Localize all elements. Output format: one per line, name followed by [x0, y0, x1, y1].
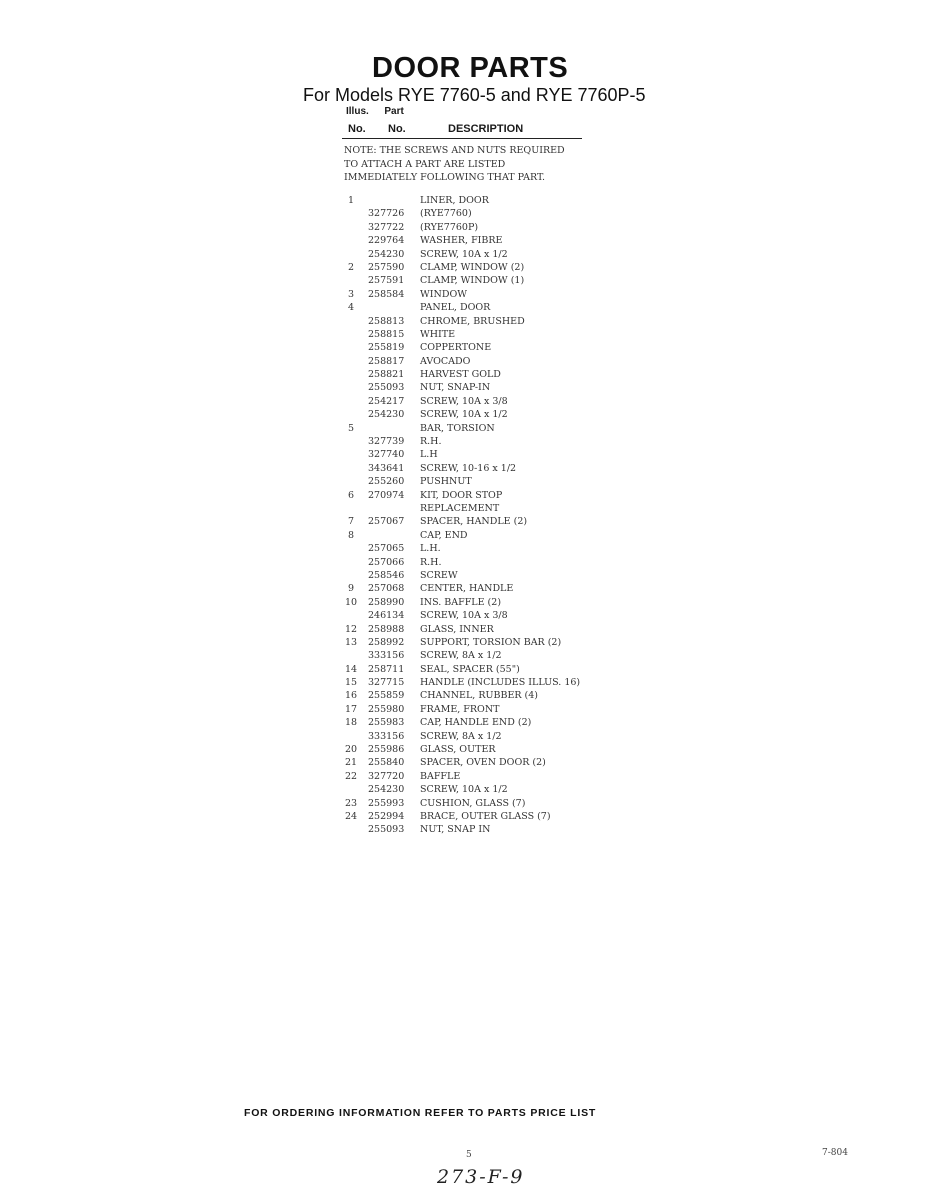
part-number: 255840: [368, 757, 405, 769]
part-description: SCREW, 8A x 1/2: [420, 650, 502, 662]
part-row: [340, 798, 640, 811]
part-number: 255980: [368, 703, 405, 715]
part-description: HANDLE (INCLUDES ILLUS. 16): [420, 677, 581, 689]
document-code: 7-804: [822, 1148, 848, 1158]
part-row: [340, 369, 640, 382]
illus-number: 2: [347, 261, 355, 273]
part-description: BAFFLE: [420, 770, 461, 782]
part-no-header: No.: [388, 123, 406, 135]
illus-number: 14: [344, 663, 358, 675]
part-description: SUPPORT, TORSION BAR (2): [420, 636, 562, 648]
part-description: SCREW, 10A x 3/8: [420, 395, 508, 407]
part-number: 333156: [368, 730, 405, 742]
part-description: NUT, SNAP IN: [420, 824, 491, 836]
part-description: CENTER, HANDLE: [420, 583, 514, 595]
part-row: [340, 557, 640, 570]
illus-number: 16: [344, 690, 358, 702]
part-description: (RYE7760P): [420, 221, 479, 233]
part-row: [340, 208, 640, 221]
handwritten-note: 273-F-9: [437, 1166, 525, 1188]
illus-header: Illus.: [346, 106, 369, 117]
part-row: [340, 637, 640, 650]
part-number: 333156: [368, 650, 405, 662]
illus-number: 23: [344, 797, 358, 809]
part-description: CUSHION, GLASS (7): [420, 797, 526, 809]
part-row: [340, 222, 640, 235]
part-number: 258990: [368, 596, 405, 608]
part-number: 327726: [368, 208, 405, 220]
part-description: LINER, DOOR: [420, 195, 489, 206]
part-number: 255819: [368, 342, 405, 354]
part-row: [340, 382, 640, 395]
part-number: 252994: [368, 810, 405, 822]
illus-no-header: No.: [348, 123, 366, 135]
part-number: 255093: [368, 382, 405, 394]
part-row: [340, 342, 640, 355]
part-row: [340, 409, 640, 422]
part-description: SPACER, OVEN DOOR (2): [420, 757, 546, 769]
part-number: 229764: [368, 235, 405, 247]
part-row: [340, 316, 640, 329]
part-row: [340, 262, 640, 275]
part-number: 258546: [368, 569, 405, 581]
illus-number: 20: [344, 744, 358, 756]
part-description: HARVEST GOLD: [420, 369, 501, 381]
part-number: 258821: [368, 369, 405, 381]
illus-number: 18: [344, 717, 358, 729]
part-description: CLAMP, WINDOW (2): [420, 261, 525, 273]
part-description: R.H.: [420, 436, 442, 448]
parts-list: [340, 195, 640, 838]
part-row: [340, 597, 640, 610]
part-row: [340, 784, 640, 797]
illus-number: 10: [344, 596, 358, 608]
illus-number: 9: [347, 583, 355, 595]
part-number: 254230: [368, 409, 405, 421]
note-block: [344, 144, 604, 185]
part-row: [340, 744, 640, 757]
part-description: SCREW, 10A x 1/2: [420, 409, 508, 421]
part-row: [340, 235, 640, 248]
part-number: 255986: [368, 744, 405, 756]
illus-number: 21: [344, 757, 358, 769]
part-row: [340, 195, 640, 208]
part-description: INS. BAFFLE (2): [420, 596, 502, 608]
part-description: L.H.: [420, 543, 441, 555]
illus-number: 8: [347, 529, 355, 541]
part-number: 257068: [368, 583, 405, 595]
part-number: 270974: [368, 489, 405, 501]
part-description: COPPERTONE: [420, 342, 492, 354]
part-row: [340, 717, 640, 730]
part-description: NUT, SNAP-IN: [420, 382, 491, 394]
part-description: SCREW, 8A x 1/2: [420, 730, 502, 742]
page-title: DOOR PARTS: [372, 52, 569, 84]
part-row: [340, 824, 640, 837]
part-number: 327720: [368, 770, 405, 782]
part-number: 327740: [368, 449, 405, 461]
part-description: WINDOW: [420, 288, 467, 300]
part-number: 255093: [368, 824, 405, 836]
part-header: Part: [384, 106, 404, 117]
part-description: FRAME, FRONT: [420, 703, 500, 715]
illus-number: 13: [344, 636, 358, 648]
part-description: SCREW, 10A x 1/2: [420, 784, 508, 796]
part-number: 257591: [368, 275, 405, 287]
part-row: [340, 249, 640, 262]
part-description: SCREW: [420, 569, 458, 581]
illus-number: 1: [347, 195, 355, 206]
part-row: [340, 503, 640, 516]
column-header-top: [346, 106, 404, 117]
part-description: PUSHNUT: [420, 476, 472, 488]
part-description: SCREW, 10-16 x 1/2: [420, 462, 517, 474]
part-description: R.H.: [420, 556, 442, 568]
part-row: [340, 757, 640, 770]
part-row: [340, 449, 640, 462]
part-number: 327739: [368, 436, 405, 448]
part-description: BAR, TORSION: [420, 422, 495, 434]
part-number: 246134: [368, 610, 405, 622]
illus-number: 6: [347, 489, 355, 501]
part-number: 257065: [368, 543, 405, 555]
part-number: 257590: [368, 261, 405, 273]
part-number: 255260: [368, 476, 405, 488]
part-description: REPLACEMENT: [420, 502, 500, 514]
models-subtitle: For Models RYE 7760-5 and RYE 7760P-5: [303, 85, 646, 105]
part-description: WASHER, FIBRE: [420, 235, 503, 247]
part-description: (RYE7760): [420, 208, 472, 220]
part-number: 327715: [368, 677, 405, 689]
part-number: 258711: [368, 663, 405, 675]
illus-number: 22: [344, 770, 358, 782]
page-number: 5: [466, 1150, 472, 1160]
part-row: [340, 731, 640, 744]
part-description: PANEL, DOOR: [420, 302, 491, 314]
part-description: WHITE: [420, 328, 456, 340]
part-number: 327722: [368, 221, 405, 233]
part-row: [340, 811, 640, 824]
part-number: 255859: [368, 690, 405, 702]
part-number: 258992: [368, 636, 405, 648]
illus-number: 17: [344, 703, 358, 715]
part-description: SCREW, 10A x 3/8: [420, 610, 508, 622]
part-number: 255983: [368, 717, 405, 729]
part-number: 254230: [368, 248, 405, 260]
part-description: CAP, END: [420, 529, 468, 541]
illus-number: 15: [344, 677, 358, 689]
part-row: [340, 704, 640, 717]
part-number: 258817: [368, 355, 405, 367]
ordering-info-footer: FOR ORDERING INFORMATION REFER TO PARTS PRICE LIST: [244, 1107, 597, 1119]
part-row: [340, 289, 640, 302]
part-description: CHANNEL, RUBBER (4): [420, 690, 539, 702]
part-row: [340, 771, 640, 784]
part-row: [340, 610, 640, 623]
part-row: [340, 329, 640, 342]
part-row: [340, 302, 640, 315]
part-row: [340, 583, 640, 596]
part-description: BRACE, OUTER GLASS (7): [420, 810, 551, 822]
illus-number: 7: [347, 516, 355, 528]
part-row: [340, 570, 640, 583]
part-number: 257066: [368, 556, 405, 568]
part-row: [340, 275, 640, 288]
part-row: [340, 423, 640, 436]
part-row: [340, 436, 640, 449]
part-row: [340, 490, 640, 503]
note-line: NOTE: THE SCREWS AND NUTS REQUIRED: [344, 145, 565, 156]
part-number: 254217: [368, 395, 405, 407]
part-description: SCREW, 10A x 1/2: [420, 248, 508, 260]
description-header: DESCRIPTION: [448, 123, 524, 135]
part-number: 254230: [368, 784, 405, 796]
part-description: GLASS, INNER: [420, 623, 494, 635]
part-description: L.H: [420, 449, 438, 461]
part-description: SEAL, SPACER (55"): [420, 663, 520, 675]
part-description: CLAMP, WINDOW (1): [420, 275, 525, 287]
part-number: 255993: [368, 797, 405, 809]
part-description: CHROME, BRUSHED: [420, 315, 525, 327]
part-row: [340, 356, 640, 369]
part-row: [340, 463, 640, 476]
part-description: SPACER, HANDLE (2): [420, 516, 528, 528]
illus-number: 3: [347, 288, 355, 300]
header-rule: [342, 138, 582, 139]
part-description: CAP, HANDLE END (2): [420, 717, 532, 729]
note-line: IMMEDIATELY FOLLOWING THAT PART.: [344, 172, 545, 183]
part-number: 343641: [368, 462, 405, 474]
part-row: [340, 476, 640, 489]
part-description: KIT, DOOR STOP: [420, 489, 503, 501]
part-row: [340, 664, 640, 677]
part-row: [340, 624, 640, 637]
part-row: [340, 516, 640, 529]
part-row: [340, 543, 640, 556]
part-description: AVOCADO: [420, 355, 471, 367]
part-number: 258815: [368, 328, 405, 340]
illus-number: 5: [347, 422, 355, 434]
illus-number: 12: [344, 623, 358, 635]
part-number: 257067: [368, 516, 405, 528]
part-row: [340, 396, 640, 409]
note-line: TO ATTACH A PART ARE LISTED: [344, 158, 506, 170]
illus-number: 4: [347, 302, 355, 314]
part-number: 258584: [368, 288, 405, 300]
part-row: [340, 650, 640, 663]
part-number: 258813: [368, 315, 405, 327]
part-number: 258988: [368, 623, 405, 635]
part-row: [340, 530, 640, 543]
part-row: [340, 677, 640, 690]
part-row: [340, 690, 640, 703]
illus-number: 24: [344, 810, 358, 822]
part-description: GLASS, OUTER: [420, 744, 496, 756]
